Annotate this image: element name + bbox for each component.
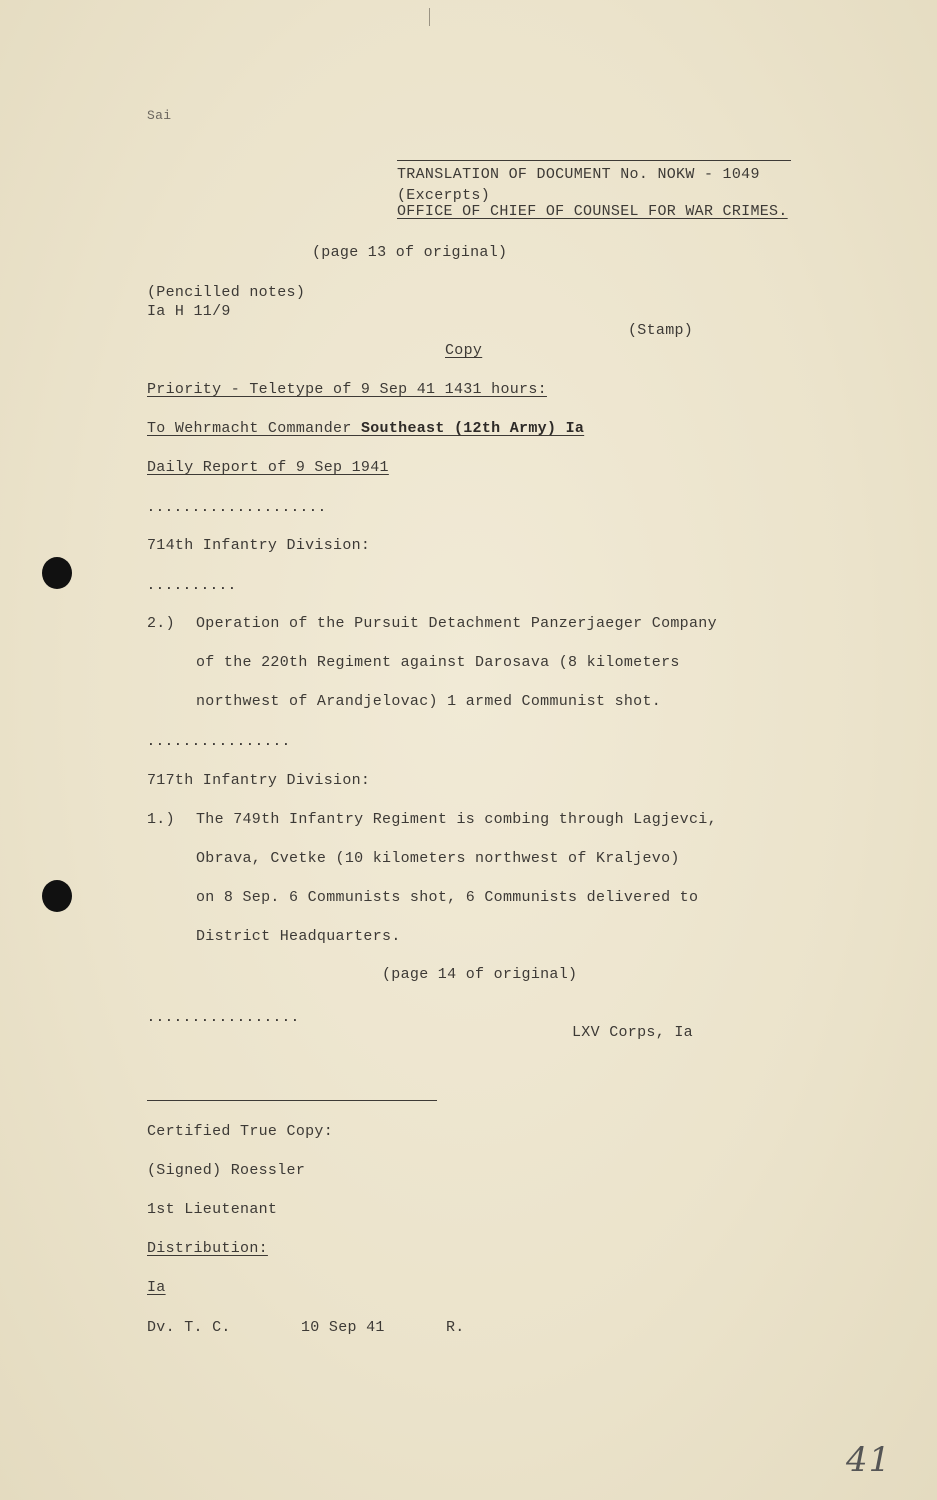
to-line-army: Southeast (12th Army) Ia [360,420,585,437]
to-line-recipient: To Wehrmacht Commander [147,420,361,437]
copy-label: Copy [445,342,483,359]
item-1-line-2: Obrava, Cvetke (10 kilometers northwest of Kraljevo) [196,850,680,867]
item-1-number: 1.) [147,811,175,828]
ellipsis-separator-3: ................ [147,734,292,749]
signed-by: (Signed) Roessler [147,1162,306,1179]
signer-rank: 1st Lieutenant [147,1201,278,1218]
division-714-heading: 714th Infantry Division: [147,537,371,554]
item-1-line-3: on 8 Sep. 6 Communists shot, 6 Communists delivered to [196,889,699,906]
certification-rule [147,1100,437,1101]
division-717-heading: 717th Infantry Division: [147,772,371,789]
footer-dv-tc: Dv. T. C. [147,1319,231,1336]
item-2-line-1: Operation of the Pursuit Detachment Panzerjaeger Company [196,615,717,632]
corps-signature: LXV Corps, Ia [572,1024,693,1041]
page-number: 41 [846,1440,892,1480]
distribution-label: Distribution: [147,1240,268,1257]
item-2-line-2: of the 220th Regiment against Darosava (8 kilometers [196,654,680,671]
daily-report-line: Daily Report of 9 Sep 1941 [147,459,389,476]
item-1-line-4: District Headquarters. [196,928,401,945]
punch-hole-bottom [42,880,72,912]
footer-date: 10 Sep 41 [301,1319,385,1336]
priority-line: Priority - Teletype of 9 Sep 41 1431 hours: [147,381,547,398]
header-excerpts-line: (Excerpts) [397,187,491,204]
item-1-line-1: The 749th Infantry Regiment is combing through Lagjevci, [196,811,717,828]
footer-initial: R. [446,1319,465,1336]
header-top-rule [397,160,791,161]
page-reference-14: (page 14 of original) [382,966,578,983]
punch-hole-top [42,557,72,589]
ellipsis-separator-2: .......... [147,578,238,593]
to-line [147,420,584,437]
header-office-line: OFFICE OF CHIEF OF COUNSEL FOR WAR CRIMES. [397,203,788,220]
stamp-label: (Stamp) [628,322,694,339]
top-tick-mark [429,8,430,26]
ellipsis-separator-1: .................... [147,500,328,515]
header-translation-line: TRANSLATION OF DOCUMENT No. NOKW - 1049 [397,166,760,183]
ellipsis-separator-4: ................. [147,1010,301,1025]
item-2-number: 2.) [147,615,175,632]
pencilled-notes: (Pencilled notes) [147,284,306,301]
corner-mark: Sai [147,108,172,123]
distribution-ia: Ia [147,1279,166,1296]
item-2-line-3: northwest of Arandjelovac) 1 armed Communist shot. [196,693,662,710]
certified-true-copy: Certified True Copy: [147,1123,334,1140]
reference-code: Ia H 11/9 [147,303,231,320]
page-reference-13: (page 13 of original) [312,244,508,261]
